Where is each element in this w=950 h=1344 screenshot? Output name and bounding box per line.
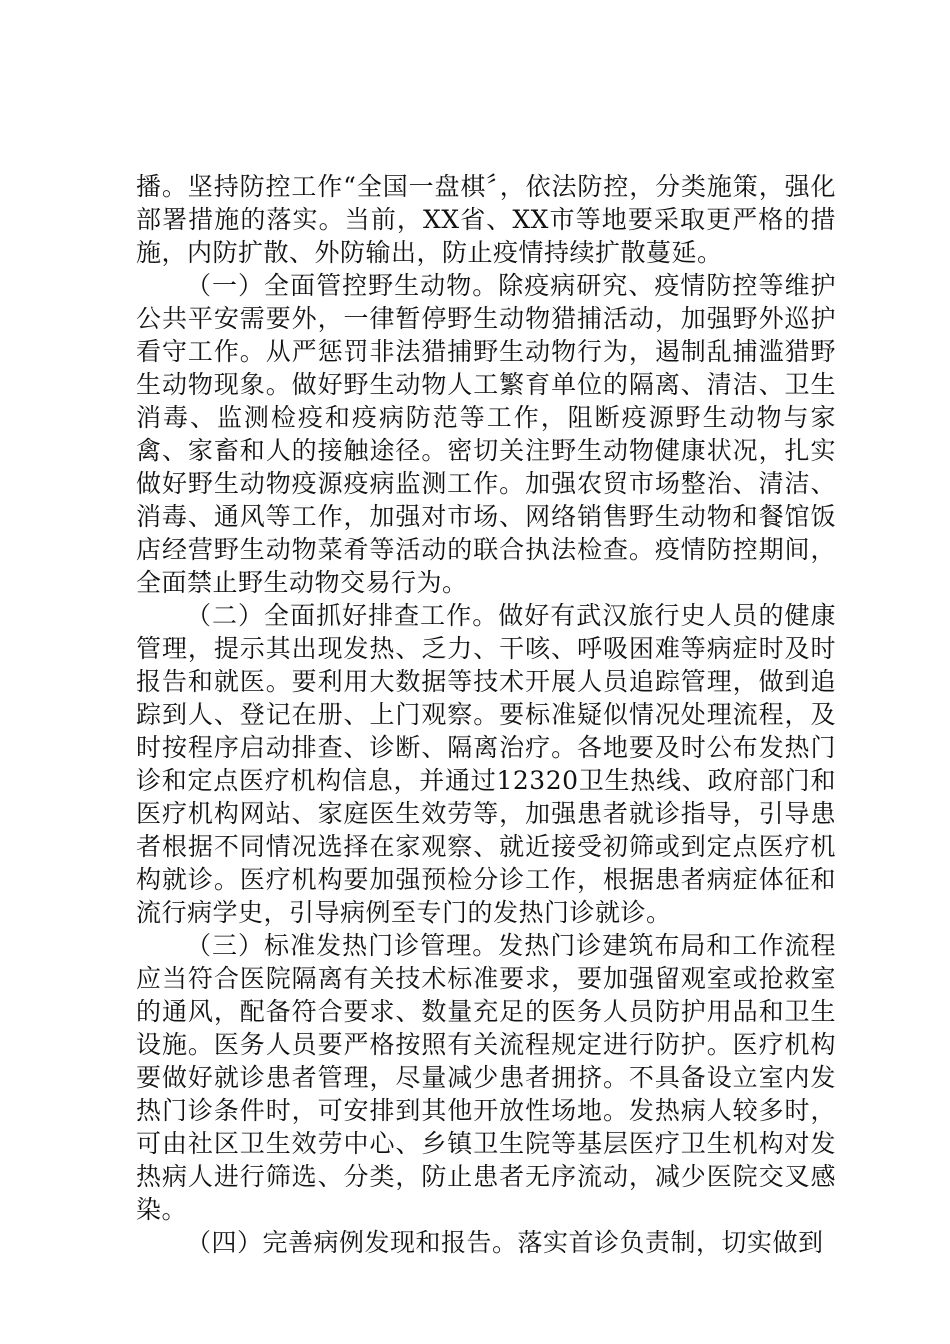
paragraph-case-reporting: （四）完善病例发现和报告。落实首诊负责制，切实做到 — [186, 1228, 824, 1257]
paragraph-fever-clinic: （三）标准发热门诊管理。发热门诊建筑布局和工作流程应当符合医院隔离有关技术标准要求，要加强留观室或抢救室的通风，配备符合要求、数量充足的医务人员防护用品和卫生设施。医务人员要严格按照有关流程规定进行防护。医疗机构要做好就诊患者管理，尽量减少患者拥挤。不具备设立室内发热门诊条件时，可安排到其他开放性场地。发热病人较多时，可由社区卫生效劳中心、乡镇卫生院等基层医疗卫生机构对发热病人进行筛选、分类，防止患者无序流动，减少医院交叉感染。 — [136, 931, 836, 1224]
paragraph-continuation: 播。坚持防控工作“全国一盘棋〞，依法防控，分类施策，强化部署措施的落实。当前，XX省、XX市等地要采取更严格的措施，内防扩散、外防输出，防止疫情持续扩散蔓延。 — [136, 172, 836, 267]
paragraph-screening: （二）全面抓好排查工作。做好有武汉旅行史人员的健康管理，提示其出现发热、乏力、干咳、呼吸困难等病症时及时报告和就医。要利用大数据等技术开展人员追踪管理，做到追踪到人、登记在册、上门观察。要标准疑似情况处理流程，及时按程序启动排查、诊断、隔离治疗。各地要及时公布发热门诊和定点医疗机构信息，并通过12320卫生热线、政府部门和医疗机构网站、家庭医生效劳等，加强患者就诊指导，引导患者根据不同情况选择在家观察、就近接受初筛或到定点医疗机构就诊。医疗机构要加强预检分诊工作，根据患者病症体征和流行病学史，引导病例至专门的发热门诊就诊。 — [136, 601, 836, 927]
body-text — [136, 170, 836, 1259]
paragraph-wildlife-control: （一）全面管控野生动物。除疫病研究、疫情防控等维护公共平安需要外，一律暂停野生动物猎捕活动，加强野外巡护看守工作。从严惩罚非法猎捕野生动物行为，遏制乱捕滥猎野生动物现象。做好野生动物人工繁育单位的隔离、清洁、卫生消毒、监测检疫和疫病防范等工作，阻断疫源野生动物与家禽、家畜和人的接触途径。密切关注野生动物健康状况，扎实做好野生动物疫源疫病监测工作。加强农贸市场整治、清洁、消毒、通风等工作，加强对市场、网络销售野生动物和餐馆饭店经营野生动物菜肴等活动的联合执法检查。疫情防控期间，全面禁止野生动物交易行为。 — [136, 271, 836, 597]
